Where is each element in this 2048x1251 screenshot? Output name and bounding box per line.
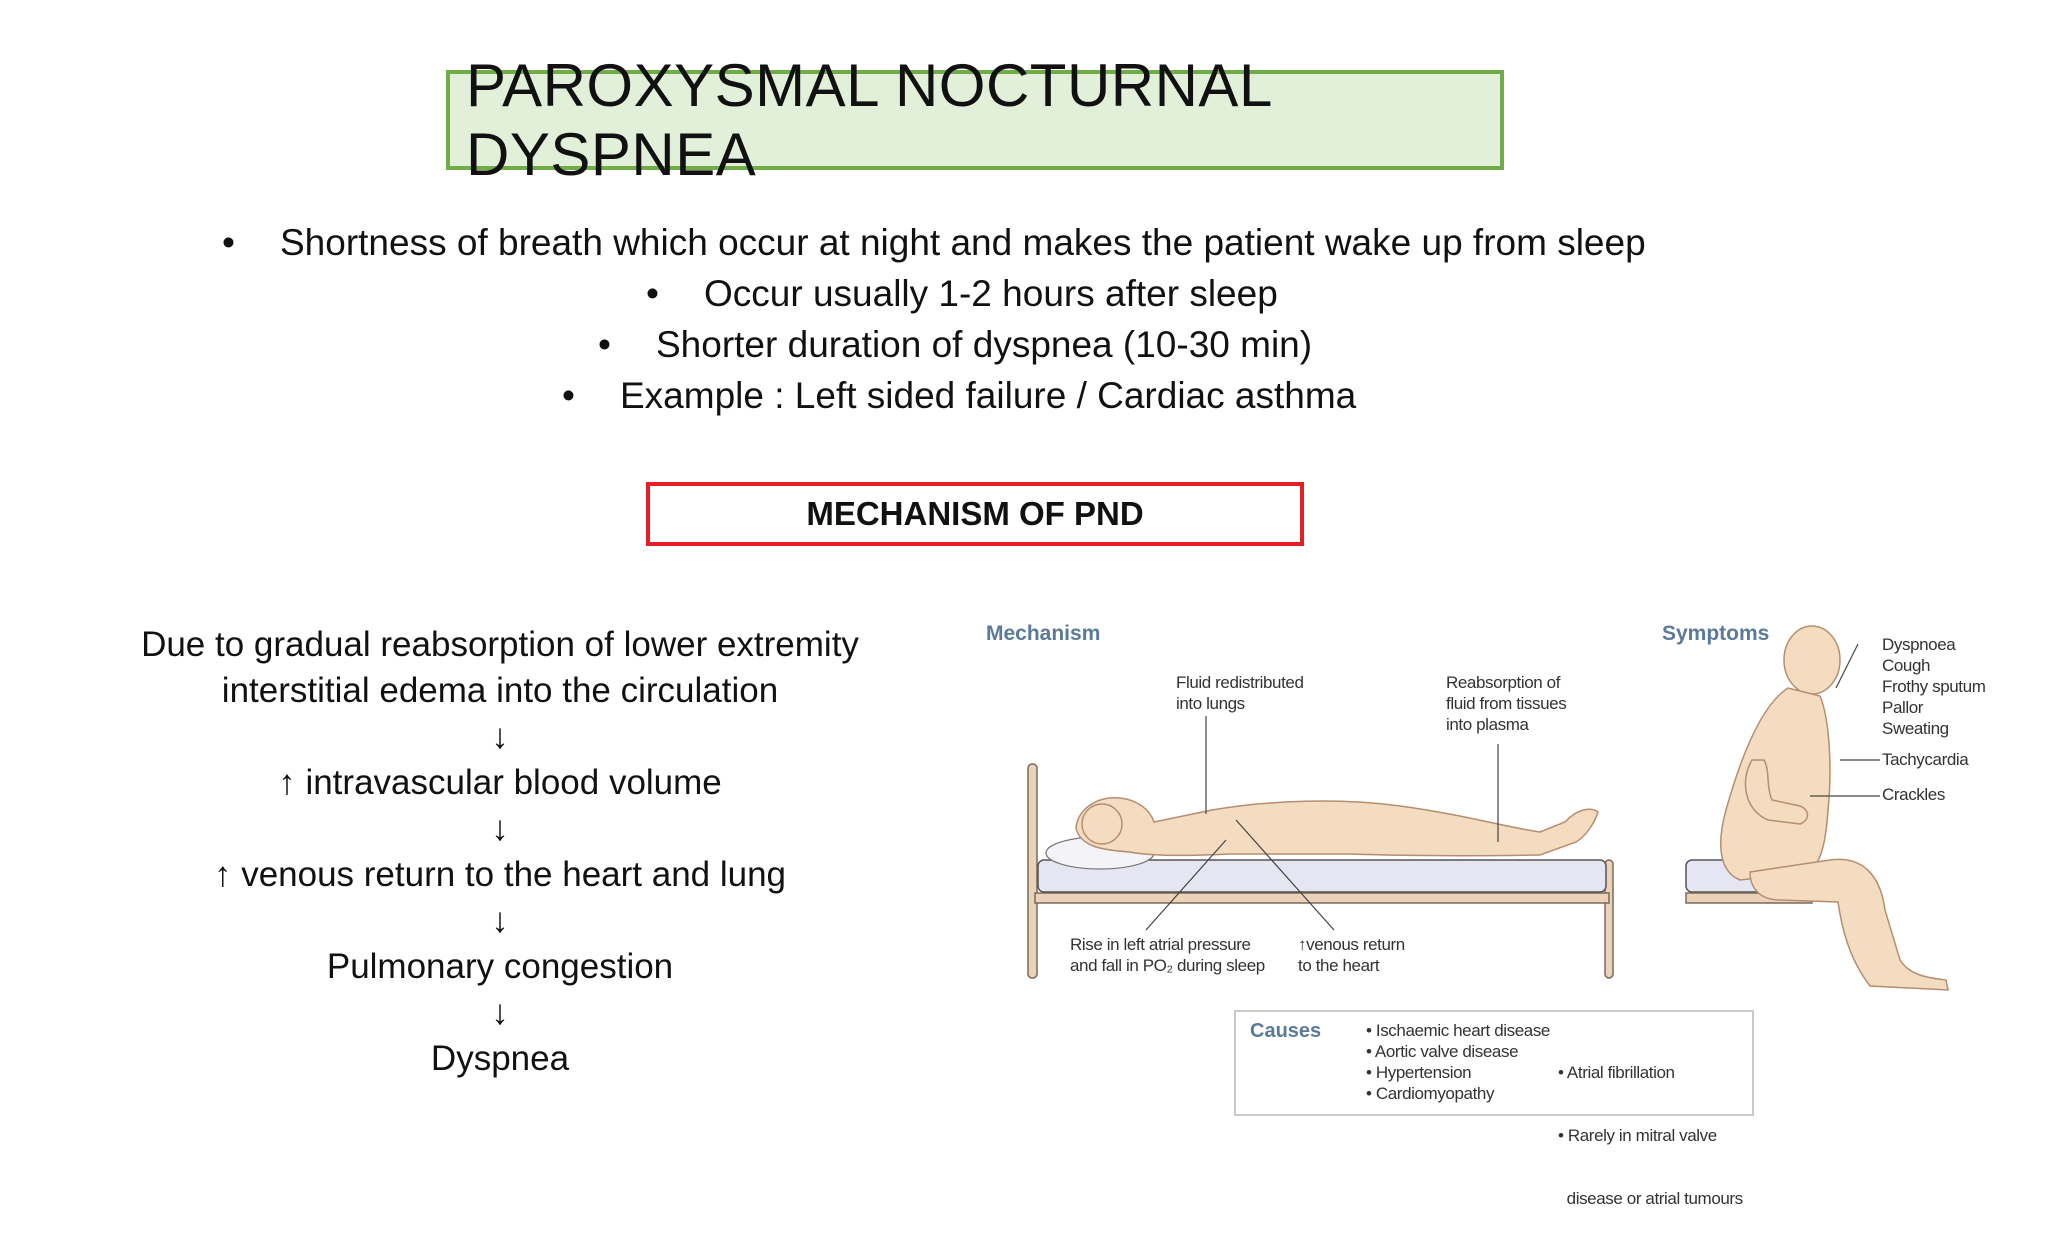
symptom-item: Frothy sputum bbox=[1882, 677, 1986, 696]
mechanism-label: Mechanism bbox=[986, 622, 1101, 645]
flow-step-blood-volume: ↑ intravascular blood volume bbox=[278, 763, 722, 802]
bullet-text: Occur usually 1-2 hours after sleep bbox=[704, 273, 1278, 314]
title-box bbox=[446, 52, 1504, 188]
flow-step-dyspnea: Dyspnea bbox=[430, 1039, 570, 1078]
symptom-item: Tachycardia bbox=[1882, 750, 1969, 769]
bullet-item bbox=[562, 375, 1462, 421]
causes-column-1 bbox=[1366, 1020, 1550, 1104]
symptom-item: Sweating bbox=[1882, 719, 1949, 738]
cause-item: • Rarely in mitral valve bbox=[1558, 1126, 1717, 1145]
bullet-dot: • bbox=[598, 324, 611, 365]
mechanism-heading-box bbox=[646, 482, 1304, 546]
bullet-item bbox=[598, 324, 1398, 370]
annotation-fluid-redistributed: Fluid redistributed into lungs bbox=[1176, 673, 1304, 713]
down-arrow-icon: ↓ bbox=[491, 809, 509, 848]
cause-item: • Ischaemic heart disease bbox=[1366, 1021, 1550, 1040]
symptom-item: Crackles bbox=[1882, 785, 1945, 804]
mechanism-flow bbox=[100, 622, 900, 1082]
causes-column-2 bbox=[1558, 1020, 1743, 1251]
cause-item: • Aortic valve disease bbox=[1366, 1042, 1519, 1061]
annotation-reabsorption: Reabsorption of fluid from tissues into plasma bbox=[1446, 673, 1567, 734]
bullet-dot: • bbox=[222, 222, 235, 263]
symptom-list bbox=[1882, 634, 1985, 805]
flow-step-venous-return: ↑ venous return to the heart and lung bbox=[213, 855, 787, 894]
symptom-item: Cough bbox=[1882, 656, 1931, 675]
bullet-dot: • bbox=[646, 273, 659, 314]
lying-patient bbox=[1076, 798, 1598, 856]
slide-title: PAROXYSMAL NOCTURNAL DYSPNEA bbox=[466, 52, 1271, 188]
down-arrow-icon: ↓ bbox=[491, 717, 509, 756]
causes-label: Causes bbox=[1250, 1020, 1322, 1042]
annotation-venous-return: ↑venous return to the heart bbox=[1298, 935, 1405, 975]
mechanism-heading: MECHANISM OF PND bbox=[806, 495, 1144, 532]
cause-item: • Hypertension bbox=[1366, 1063, 1472, 1082]
bullet-item bbox=[646, 273, 1346, 319]
annotation-rise-left-atrial: Rise in left atrial pressure and fall in PO₂ during sleep bbox=[1070, 935, 1265, 975]
causes-box bbox=[1234, 1010, 1754, 1208]
flow-line-2: interstitial edema into the circulation bbox=[221, 671, 779, 710]
cause-item: • Cardiomyopathy bbox=[1366, 1084, 1495, 1103]
bullet-text: Example : Left sided failure / Cardiac asthma bbox=[620, 375, 1357, 416]
down-arrow-icon: ↓ bbox=[491, 993, 509, 1032]
flow-step-pulmonary-congestion: Pulmonary congestion bbox=[326, 947, 674, 986]
flow-line-1: Due to gradual reabsorption of lower extremity bbox=[141, 625, 859, 664]
pnd-illustration bbox=[980, 610, 1990, 1208]
bullet-text: Shortness of breath which occur at night and makes the patient wake up from sleep bbox=[280, 222, 1646, 263]
bullet-text: Shorter duration of dyspnea (10-30 min) bbox=[656, 324, 1313, 365]
symptom-item: Pallor bbox=[1882, 698, 1924, 717]
cause-item: disease or atrial tumours bbox=[1558, 1189, 1743, 1208]
symptoms-label: Symptoms bbox=[1662, 622, 1770, 645]
bullet-item bbox=[222, 222, 1742, 268]
bullet-dot: • bbox=[562, 375, 575, 416]
down-arrow-icon: ↓ bbox=[491, 901, 509, 940]
symptom-item: Dyspnoea bbox=[1882, 635, 1956, 654]
cause-item: • Atrial fibrillation bbox=[1558, 1063, 1675, 1082]
